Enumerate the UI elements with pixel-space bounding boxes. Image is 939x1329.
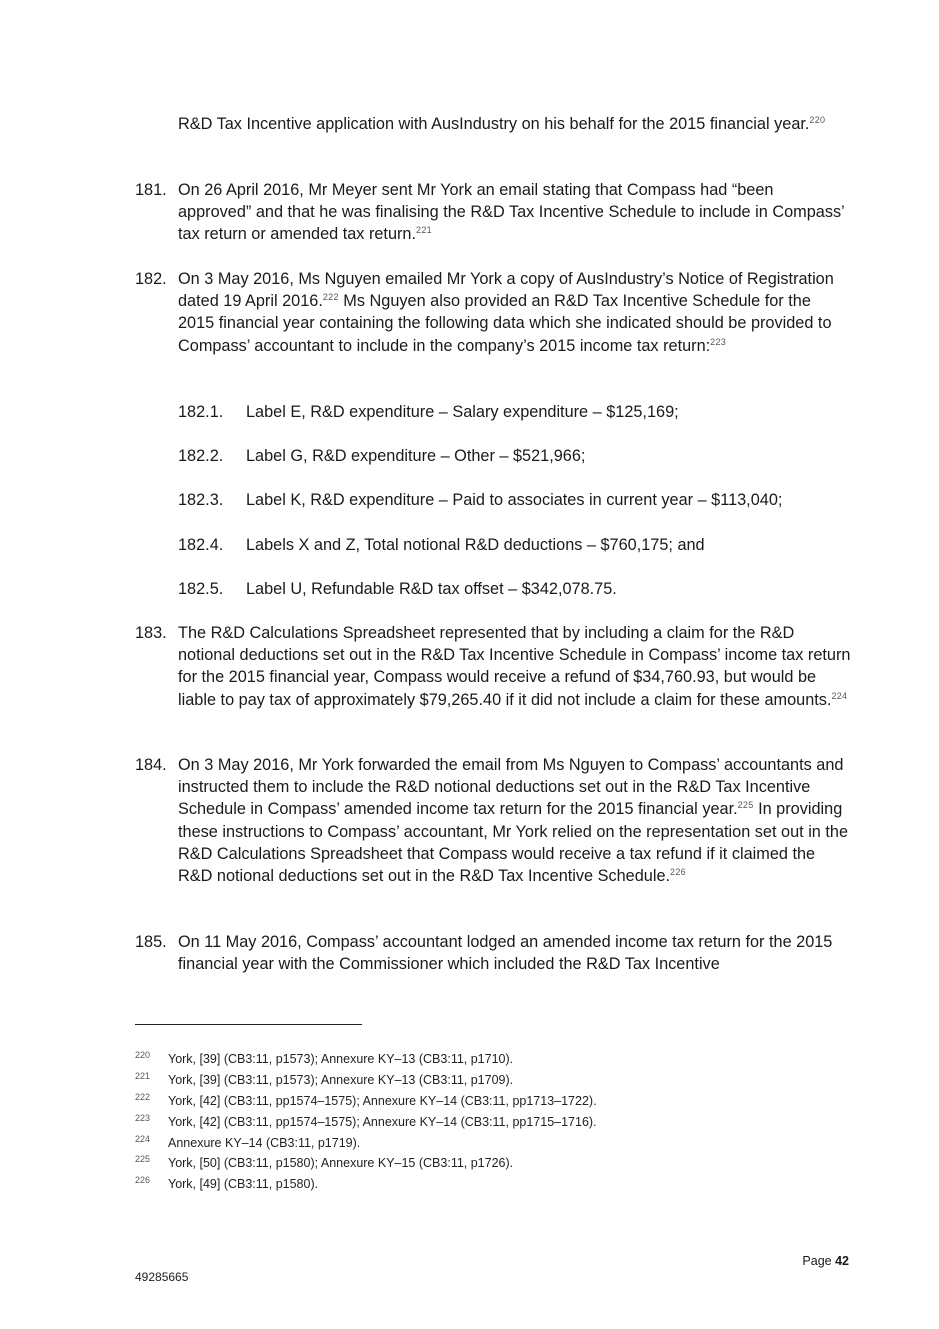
paragraph-182 [135,268,851,357]
continuation-text: R&D Tax Incentive application with AusIndustry on his behalf for the 2015 financial year. [178,115,810,133]
footnote-224 [135,1133,835,1154]
footnote-separator [135,1024,362,1025]
subparagraph-182-2 [178,445,858,467]
paragraph-181 [135,179,851,246]
paragraph-continuation [178,113,848,135]
paragraph-text: On 26 April 2016, Mr Meyer sent Mr York an email stating that Compass had “been approved” and that he was finalising the R&D Tax Incentive Schedule to include in Compass’ tax return or amended tax return.$^{221}$ [178,181,845,244]
paragraph-number: 181. [135,181,167,199]
subparagraph-number: 182.3. [178,491,224,509]
footnote-223 [135,1112,835,1133]
footnote-ref[interactable]: 223 [710,336,727,347]
footnote-text: York, [39] (CB3:11, p1573); Annexure KY–13 (CB3:11, p1710). [168,1052,514,1066]
paragraph-184 [135,754,851,887]
footnote-220 [135,1049,835,1070]
paragraph-183 [135,622,851,711]
paragraph-text: On 3 May 2016, Ms Nguyen emailed Mr York a copy of AusIndustry’s Notice of Registration dated 19 April 2016.$^{222}$ Ms Nguyen also provided an R&D Tax Incentive Schedule for the 2015 financial year containing the following data which she indicated should be provided to Compass’ accountant to include in the company’s 2015 income tax return:$^{223}$ [178,270,834,355]
subparagraph-number: 182.5. [178,580,224,598]
footnote-ref[interactable]: 224 [831,690,848,701]
footnote-text: York, [50] (CB3:11, p1580); Annexure KY–15 (CB3:11, p1726). [168,1156,514,1171]
footnote-ref[interactable]: 222 [322,292,339,303]
subparagraph-text: Label U, Refundable R&D tax offset – $342,078.75. [246,580,617,598]
subparagraph-number: 182.1. [178,403,224,421]
footnote-221 [135,1070,835,1091]
subparagraph-number: 182.4. [178,536,224,554]
document-id: 49285665 [135,1270,189,1284]
footnote-226 [135,1174,835,1195]
footnote-number: 221 [135,1070,151,1081]
page-label: Page [802,1254,832,1268]
paragraph-text: On 3 May 2016, Mr York forwarded the email from Ms Nguyen to Compass’ accountants and instructed them to include the R&D notional deductions set out in the R&D Tax Incentive Schedule in Compass’ amended income tax return for the 2015 financial year.$^{225}$ In providing these instructions to Compass’ accountant, Mr York relied on the representation set out in the R&D Calculations Spreadsheet that Compass would receive a tax refund if it claimed the R&D notional deductions set out in the R&D Tax Incentive Schedule.$^{226}$ [178,756,849,886]
footnote-number: 223 [135,1112,151,1123]
subparagraph-text: Label E, R&D expenditure – Salary expenditure – $125,169; [246,403,679,421]
paragraph-number: 184. [135,756,167,774]
footnote-number: 226 [135,1175,151,1186]
footnote-text: York, [42] (CB3:11, pp1574–1575); Annexure KY–14 (CB3:11, pp1713–1722). [168,1093,597,1108]
paragraph-number: 182. [135,270,167,288]
subparagraph-182-1 [178,401,858,423]
footnotes [135,1049,835,1195]
footnote-ref[interactable]: 220 [809,115,826,125]
subparagraph-182-4 [178,534,858,556]
footnote-ref[interactable]: 221 [416,225,432,236]
paragraph-185 [135,931,851,975]
paragraph-text: On 11 May 2016, Compass’ accountant lodged an amended income tax return for the 2015 financial year with the Commissioner which included the R&D Tax Incentive [178,933,833,974]
footnote-ref[interactable]: 225 [737,800,754,811]
subparagraph-182-3 [178,489,858,511]
footnote-text: Annexure KY–14 (CB3:11, p1719). [168,1135,361,1150]
page-number [802,1254,849,1268]
footnote-number: 224 [135,1133,151,1144]
footnote-ref[interactable]: 226 [670,867,686,878]
subparagraph-182-5 [178,578,858,600]
footnote-number: 225 [135,1154,151,1165]
paragraph-text: The R&D Calculations Spreadsheet represented that by including a claim for the R&D notional deductions set out in the R&D Tax Incentive Schedule in Compass’ income tax return for the 2015 financial year, Compass would receive a refund of $34,760.93, but would be liable to pay tax of approximately $79,265.40 if it did not include a claim for these amounts.$^{224}$ [178,624,851,709]
footnote-text: York, [49] (CB3:11, p1580). [168,1177,319,1192]
paragraph-number: 183. [135,624,167,642]
page-number-value: 42 [835,1254,849,1268]
subparagraph-text: Labels X and Z, Total notional R&D deductions – $760,175; and [246,536,705,554]
subparagraph-number: 182.2. [178,447,224,465]
footnote-text: York, [42] (CB3:11, pp1574–1575); Annexure KY–14 (CB3:11, pp1715–1716). [168,1114,597,1129]
footnote-text: York, [39] (CB3:11, p1573); Annexure KY–13 (CB3:11, p1709). [168,1072,514,1087]
footnote-222 [135,1091,835,1112]
footnote-225 [135,1153,835,1174]
paragraph-number: 185. [135,933,167,951]
subparagraph-text: Label K, R&D expenditure – Paid to associates in current year – $113,040; [246,491,783,509]
footnote-number: 222 [135,1091,151,1102]
subparagraph-text: Label G, R&D expenditure – Other – $521,966; [246,447,586,465]
footnote-number: 220 [135,1050,151,1060]
